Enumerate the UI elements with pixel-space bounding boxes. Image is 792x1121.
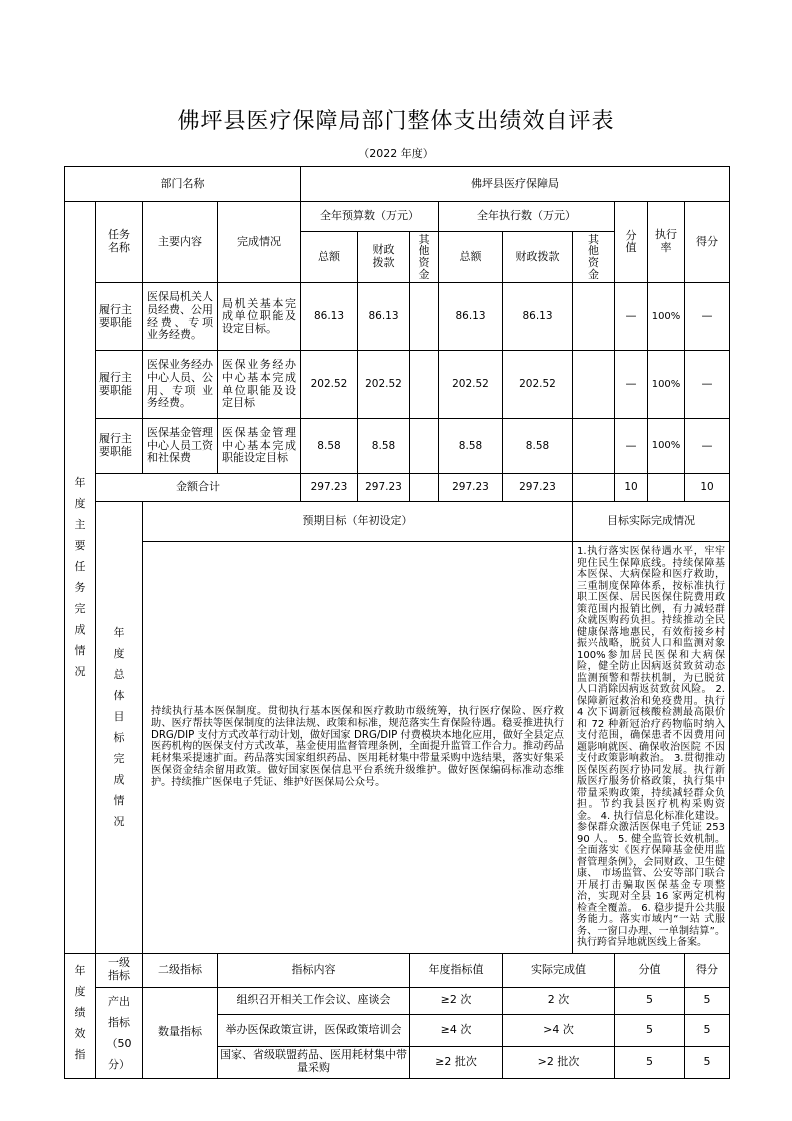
task-name: 履行主要职能: [96, 419, 143, 474]
goal-header-row: [65, 502, 730, 542]
header-actual: 全年执行数（万元）: [439, 202, 615, 232]
section2-side-label: 年度总体目标完成情况: [96, 502, 143, 954]
indicator-score: 5: [685, 987, 730, 1014]
actual-total: 8.58: [439, 419, 503, 474]
indicator-actual: >4 次: [503, 1014, 615, 1046]
budget-total: 202.52: [301, 351, 358, 419]
dept-label: 部门名称: [65, 167, 301, 202]
sum-score-value: 10: [615, 474, 648, 502]
indicator-value: 5: [615, 1014, 685, 1046]
score-value: —: [615, 419, 648, 474]
header-exec-rate: 执行率: [648, 202, 685, 283]
header-main-content: 主要内容: [143, 202, 218, 283]
task-header-row-1: [65, 202, 730, 232]
actual-goal-header: 目标实际完成情况: [573, 502, 730, 542]
header-budget-other: 其他资金: [410, 232, 439, 283]
actual-other: [573, 351, 615, 419]
dept-value: 佛坪县医疗保障局: [301, 167, 730, 202]
expected-goal-text: 持续执行基本医保制度。贯彻执行基本医保和医疗救助市级统筹，执行医疗保险、医疗救助、医疗帮扶等医保制度的法律法规、政策和标准，规范落实生育保险待遇。稳妥推进执行 DRG/DIP 支付方式改革行动计划，做好国家 DRG/DIP 付费模块本地化应用，做好全县定点医药机构的医保支付方式改革，基金使用监督管理条例，全面提升监管工作合力。推动药品耗材集采提速扩面。药品落实国家组织药品、医用耗材集中带量采购中选结果，落实好集采医保资金结余留用政策。做好国家医保信息平台系统升级维护。做好医保编码标准动态维护。持续推广医保电子凭证、维护好医保局公众号。: [143, 542, 573, 954]
header-task-name: 任务名称: [96, 202, 143, 283]
table-row: [65, 351, 730, 419]
section3-side-label: 年度绩效指: [65, 953, 96, 1078]
sum-exec-rate: [648, 474, 685, 502]
budget-total: 8.58: [301, 419, 358, 474]
indicator-score: 5: [685, 1046, 730, 1078]
actual-total: 86.13: [439, 283, 503, 351]
budget-fiscal: 86.13: [358, 283, 410, 351]
sum-score: 10: [685, 474, 730, 502]
section1-side-label: 年度主要任务完成情况: [65, 202, 96, 954]
budget-fiscal: 8.58: [358, 419, 410, 474]
header-score: 得分: [685, 202, 730, 283]
budget-other: [410, 283, 439, 351]
sum-budget-other: [410, 474, 439, 502]
sum-actual-other: [573, 474, 615, 502]
indicator-content: 国家、省级联盟药品、医用耗材集中带量采购: [218, 1046, 410, 1078]
budget-other: [410, 351, 439, 419]
task-name: 履行主要职能: [96, 351, 143, 419]
indicator-value: 5: [615, 1046, 685, 1078]
report-year: （2022 年度）: [358, 147, 434, 160]
header-score: 得分: [685, 953, 730, 987]
table-row: [65, 987, 730, 1014]
goal-content-row: [65, 542, 730, 954]
task-completion: 医保业务经办中心基本完成单位职能及设定目标: [218, 351, 301, 419]
task-content: 医保局机关人员经费、公用经费、专项 业务经费。: [143, 283, 218, 351]
indicator-target: ≥2 批次: [410, 1046, 503, 1078]
indicator-actual: >2 批次: [503, 1046, 615, 1078]
task-content: 医保业务经办中心人员、公用、专项 业务经费。: [143, 351, 218, 419]
budget-other: [410, 419, 439, 474]
indicator-header-row: [65, 953, 730, 987]
indicator-content: 举办医保政策宣讲，医保政策培训会: [218, 1014, 410, 1046]
sum-row: [65, 474, 730, 502]
header-target: 年度指标值: [410, 953, 503, 987]
indicator-actual: 2 次: [503, 987, 615, 1014]
actual-other: [573, 419, 615, 474]
actual-other: [573, 283, 615, 351]
header-value: 分值: [615, 953, 685, 987]
actual-fiscal: 8.58: [503, 419, 573, 474]
header-budget: 全年预算数（万元）: [301, 202, 439, 232]
score-value: —: [615, 351, 648, 419]
exec-rate: 100%: [648, 283, 685, 351]
header-actual-fiscal: 财政拨款: [503, 232, 573, 283]
exec-rate: 100%: [648, 419, 685, 474]
evaluation-table: [64, 166, 730, 1079]
sum-actual-fiscal: 297.23: [503, 474, 573, 502]
sum-actual-total: 297.23: [439, 474, 503, 502]
level2-value: 数量指标: [143, 987, 218, 1078]
header-budget-total: 总额: [301, 232, 358, 283]
actual-fiscal: 202.52: [503, 351, 573, 419]
sum-budget-fiscal: 297.23: [358, 474, 410, 502]
indicator-target: ≥2 次: [410, 987, 503, 1014]
header-level2: 二级指标: [143, 953, 218, 987]
expected-goal-header: 预期目标（年初设定）: [143, 502, 573, 542]
header-actual-value: 实际完成值: [503, 953, 615, 987]
task-completion: 局机关基本完成单位职能及设定目标。: [218, 283, 301, 351]
score: —: [685, 351, 730, 419]
indicator-value: 5: [615, 987, 685, 1014]
score-value: —: [615, 283, 648, 351]
task-completion: 医保基金管理中心基本完成职能设定目标: [218, 419, 301, 474]
actual-fiscal: 86.13: [503, 283, 573, 351]
header-completion: 完成情况: [218, 202, 301, 283]
department-row: [65, 167, 730, 202]
actual-total: 202.52: [439, 351, 503, 419]
level1-value: 产出指标（50分）: [96, 987, 143, 1078]
score: —: [685, 283, 730, 351]
exec-rate: 100%: [648, 351, 685, 419]
page-title: 佛坪县医疗保障局部门整体支出绩效自评表: [177, 109, 615, 134]
header-level1: 一级指标: [96, 953, 143, 987]
header-indicator: 指标内容: [218, 953, 410, 987]
header-actual-other: 其他资金: [573, 232, 615, 283]
task-content: 医保基金管理中心人员工资和社保费: [143, 419, 218, 474]
indicator-target: ≥4 次: [410, 1014, 503, 1046]
table-row: [65, 283, 730, 351]
budget-fiscal: 202.52: [358, 351, 410, 419]
header-actual-total: 总额: [439, 232, 503, 283]
sum-label: 金额合计: [96, 474, 301, 502]
budget-total: 86.13: [301, 283, 358, 351]
task-name: 履行主要职能: [96, 283, 143, 351]
actual-goal-text: 1.执行落实医保待遇水平，牢牢兜住民生保障底线。持续保障基本医保、大病保险和医疗救助，三重制度保障体系，按标准执行职工医保、居民医保住院费用政策范围内报销比例，有力减轻群众就医购药负担。持续推动全民健康保落地惠民，有效衔接乡村振兴战略，脱贫人口和监测对象 100%参加居民医保和大病保险，健全防止因病返贫致贫动态监测预警和帮扶机制，为已脱贫人口消除因病返贫致贫风险。 2. 保障新冠救治和免疫费用。执行 4 次下调新冠核酸检测最高限价和 72 种新冠治疗药物临时纳入支付范围，确保患者不因费用问题影响就医、确保收治医院 不因支付政策影响救治。 3.贯彻推动医保医药医疗协同发展。执行新版医疗服务价格政策，执行集中带量采购政策，持续减轻群众负担。节约我县医疗机构采购资金。 4. 执行信息化标准化建设。参保群众激活医保电子凭证 25390 人。 5. 健全监管长效机制。全面落实《医疗保障基金使用监督管理条例》，会同财政、卫生健康、 市场监管、公安等部门联合开展打击骗取医保基金专项整治，实现对全县 16 家两定机构检查全覆盖。 6. 稳步提升公共服务能力。落实市域内“一站 式服务、一窗口办理、一单制结算”。执行跨省异地就医线上备案。: [573, 542, 730, 954]
table-row: [65, 419, 730, 474]
header-score-value: 分值: [615, 202, 648, 283]
sum-budget-total: 297.23: [301, 474, 358, 502]
header-budget-fiscal: 财政拨款: [358, 232, 410, 283]
indicator-score: 5: [685, 1014, 730, 1046]
score: —: [685, 419, 730, 474]
indicator-content: 组织召开相关工作会议、座谈会: [218, 987, 410, 1014]
